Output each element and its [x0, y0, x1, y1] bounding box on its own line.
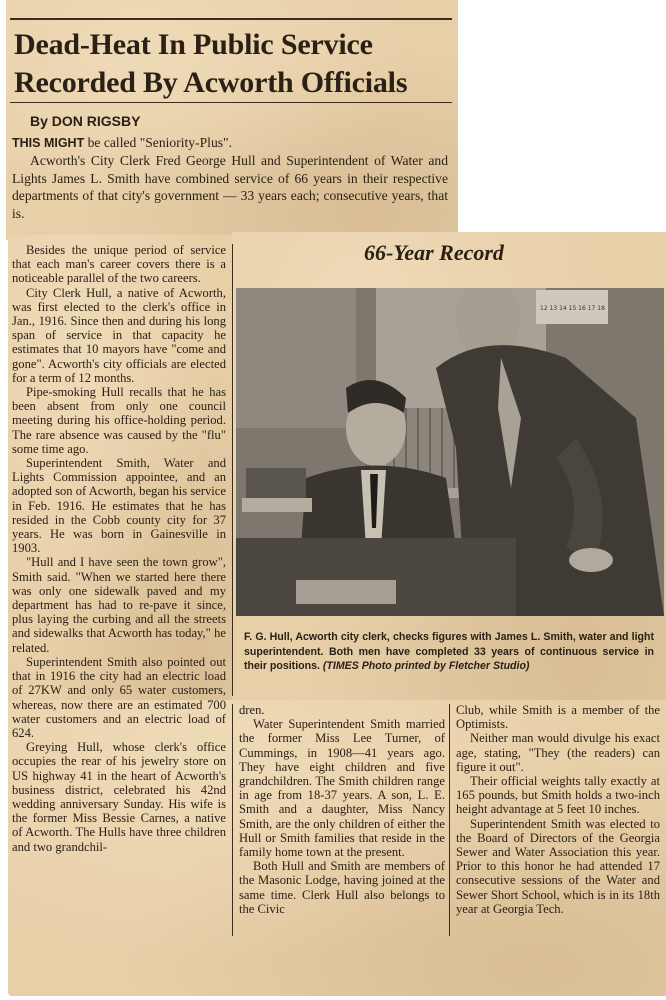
desk	[236, 538, 516, 616]
column-paragraph: Water Superintendent Smith married the former Miss Lee Turner, of Cummings, in 1908—41 years ago. They have eight children and five grandchildren. The Smith children range in age from 18-37 years. A son, L. E. Smith and a daughter, Miss Nancy Smith, are the only children of either the Hull or Smith families that reside in the family home town at the present.	[239, 717, 445, 860]
column-paragraph: Pipe-smoking Hull recalls that he has been absent from only one council meeting during his office-holding period. The rare absence was caused by the "flu" some time ago.	[12, 385, 226, 456]
headline-rule	[10, 102, 452, 103]
column-paragraph: "Hull and I have seen the town grow", Smith said. "When we started here there was only one sidewalk paved and my department has had to re-pave it since, plus laying the curbing and all the streets and sidewalks that Acworth has today," he related.	[12, 555, 226, 655]
column-paragraph: Greying Hull, whose clerk's office occupies the rear of his jewelry store on US highway 41 in the heart of Acworth's business district, celebrated his 42nd wedding anniversary Sunday. His wife is the former Miss Bessie Carnes, a native of Acworth. The Hulls have three children and two grandchil-	[12, 740, 226, 854]
column-paragraph: Superintendent Smith also pointed out that in 1916 the city had an electric load of 27KW and only 65 water customers, whereas, now there are an estimated 700 water customers and an electric load of 624.	[12, 654, 226, 740]
lede-paragraph-1	[12, 134, 448, 152]
lede-rest: be called "Seniority-Plus".	[84, 135, 232, 150]
article-column-middle	[239, 703, 445, 916]
lede-paragraph-2: Acworth's City Clerk Fred George Hull and Superintendent of Water and Lights James L. Smith have combined service of 66 years in their respective departments of that city's government — 33 years each; consecutive years, that is.	[12, 153, 448, 221]
byline: By DON RIGSBY	[30, 113, 141, 129]
column-divider-bottom-2	[449, 704, 450, 936]
photo-caption	[244, 630, 654, 674]
column-divider-bottom-1	[232, 704, 233, 936]
column-paragraph: Besides the unique period of service that each man's career covers there is a noticeable parallel of the two careers.	[12, 243, 226, 286]
column-paragraph: Superintendent Smith was elected to the Board of Directors of the Georgia Sewer and Water Association this year. Prior to this honor he had attended 17 consecutive sessions of the Water and Sewer Short School, which is in its 18th year at Georgia Tech.	[456, 816, 660, 916]
caption-credit: (TIMES Photo printed by Fletcher Studio)	[322, 660, 530, 673]
column-divider-left	[232, 244, 233, 696]
lede-lead-in: THIS MIGHT	[12, 136, 85, 150]
photo-illustration	[236, 288, 664, 616]
news-photo	[236, 288, 664, 616]
headline-line-1: Dead-Heat In Public Service	[14, 28, 373, 61]
article-lede	[12, 134, 448, 222]
column-paragraph: dren.	[239, 703, 265, 717]
photo-title: 66-Year Record	[364, 240, 504, 265]
calendar-dates: 12 13 14 15 16 17 18	[540, 305, 605, 312]
column-paragraph: Superintendent Smith, Water and Lights Commission appointee, and an adopted son of Acworth, began his service in Feb. 1916. He estimates that he has resided in the Cobb county city for 37 years. He was born in Gainesville in 1903.	[12, 456, 226, 556]
desk-papers	[296, 580, 396, 604]
article-headline	[14, 26, 454, 102]
article-column-left	[12, 243, 226, 854]
column-paragraph: Neither man would divulge his exact age, stating, "They (the readers) can figure it out".	[456, 731, 660, 774]
column-paragraph: Their official weights tally exactly at 165 pounds, but Smith holds a two-inch height advantage at 5 feet 10 inches.	[456, 774, 660, 817]
column-paragraph: Club, while Smith is a member of the Optimists.	[456, 703, 660, 732]
top-rule	[10, 18, 452, 20]
caption-text: F. G. Hull, Acworth city clerk, checks figures with James L. Smith, water and light superintendent. Both men have completed 33 years of continuous service in their positions.	[244, 631, 654, 673]
column-paragraph: City Clerk Hull, a native of Acworth, was first elected to the clerk's office in Jan., 1916. Since then and during his long span of service in that capacity he estimates that 10 mayors have "come and gone". Acworth's city officials are elected for a term of 12 months.	[12, 285, 226, 385]
article-column-right	[456, 703, 660, 916]
headline-line-2: Recorded By Acworth Officials	[14, 66, 408, 99]
column-paragraph: Both Hull and Smith are members of the Masonic Lodge, having joined at the same time. Clerk Hull also belongs to the Civic	[239, 859, 445, 916]
